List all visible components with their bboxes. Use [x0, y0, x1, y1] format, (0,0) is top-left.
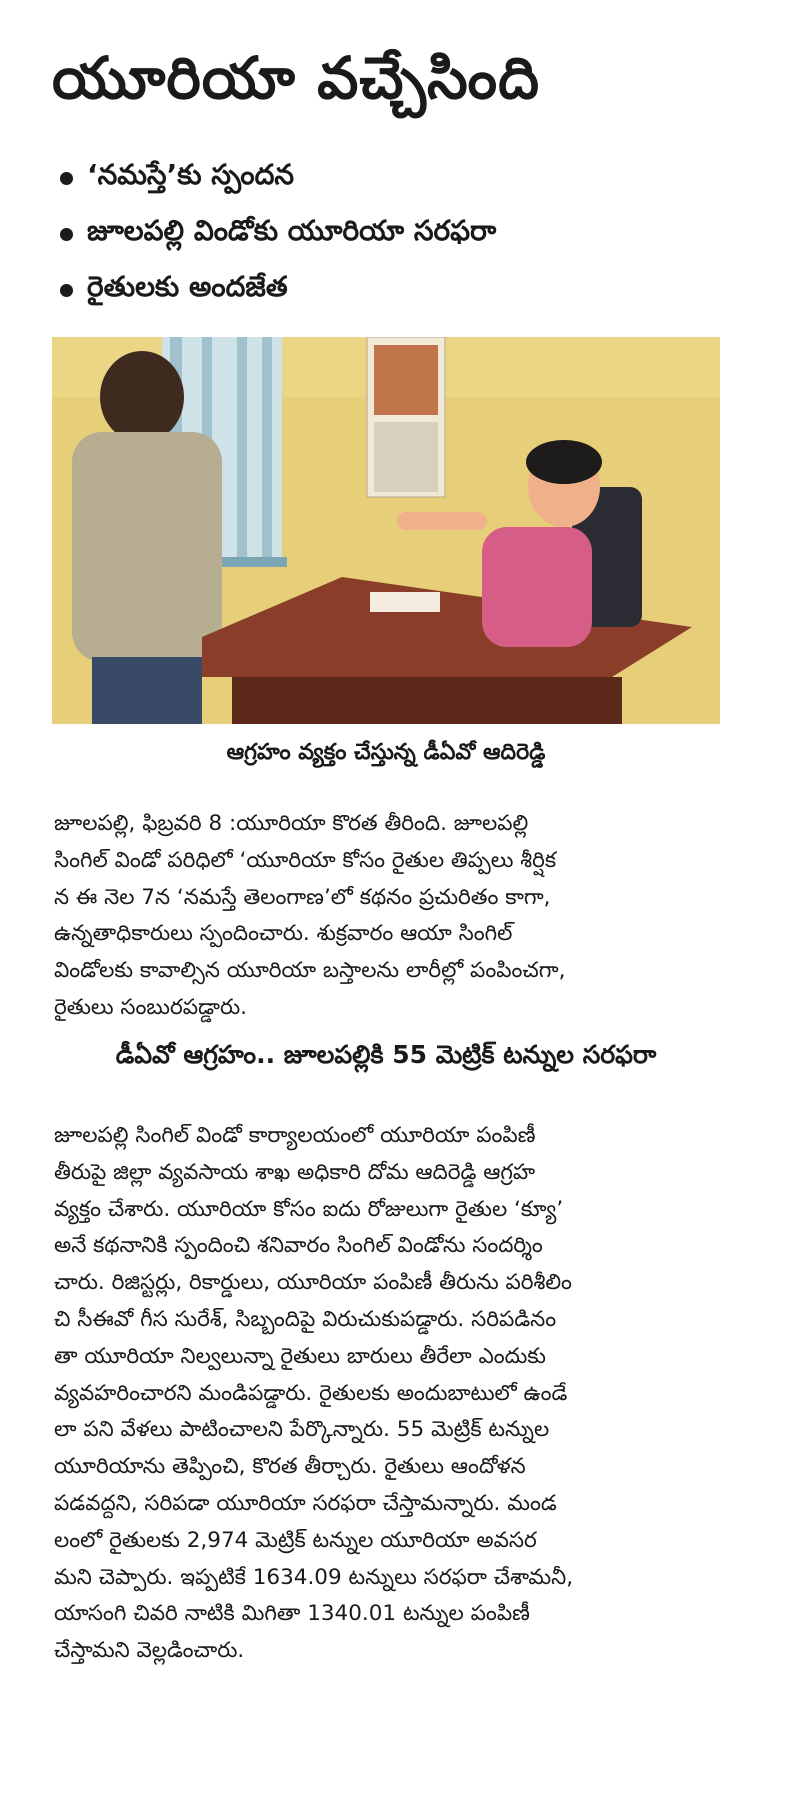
bullet-item	[60, 150, 720, 206]
bullet-item	[60, 206, 720, 262]
text-line: యూరియాను తెప్పించి, కొరత తీర్చారు. రైతులు ఆందోళన	[54, 1454, 526, 1480]
bullet-list	[60, 150, 720, 318]
text-line: సింగిల్ విండో పరిధిలో ‘యూరియా కోసం రైతుల తిప్పలు శీర్షిక	[54, 847, 557, 873]
bullet-text: జూలపల్లి విండోకు యూరియా సరఫరా	[87, 214, 497, 247]
article-paragraph-1	[54, 806, 718, 1027]
text-line: అనే కథనానికి స్పందించి శనివారం సింగిల్ విండోను సందర్శిం	[54, 1233, 543, 1259]
text-line: వ్యక్తం చేశారు. యూరియా కోసం ఐదు రోజులుగా రైతుల ‘క్యూ’	[54, 1196, 564, 1222]
bullet-item	[60, 262, 720, 318]
bullet-dot-icon	[60, 228, 73, 241]
bullet-text: రైతులకు అందజేత	[87, 270, 288, 303]
text-line: లా పని వేళలు పాటించాలని పేర్కొన్నారు. 55 మెట్రిక్ టన్నుల	[54, 1417, 550, 1443]
sub-headline: డీఏవో ఆగ్రహం.. జూలపల్లికి 55 మెట్రిక్ టన్నుల సరఫరా	[115, 1040, 657, 1069]
office-scene-illustration	[52, 337, 720, 724]
headline: యూరియా వచ్చేసింది	[52, 44, 541, 112]
article-paragraph-2	[54, 1118, 718, 1670]
text-line: విండోలకు కావాల్సిన యూరియా బస్తాలను లారీల్లో పంపించగా,	[54, 958, 566, 984]
news-photo	[52, 337, 720, 724]
text-line: పడవద్దని, సరిపడా యూరియా సరఫరా చేస్తామన్నారు. మండ	[54, 1490, 557, 1516]
text-line: ఉన్నతాధికారులు స్పందించారు. శుక్రవారం ఆయా సింగిల్	[54, 921, 513, 947]
text-line: తా యూరియా నిల్వలున్నా రైతులు బారులు తీరేలా ఎందుకు	[54, 1343, 546, 1369]
text-line: చి సీఈవో గీస సురేశ్, సిబ్బందిపై విరుచుకుపడ్డారు. సరిపడినం	[54, 1306, 557, 1332]
bullet-dot-icon	[60, 284, 73, 297]
text-line: లంలో రైతులకు 2,974 మెట్రిక్ టన్నుల యూరియా అవసర	[54, 1527, 537, 1553]
text-line: న ఈ నెల 7న ‘నమస్తే తెలంగాణ’లో కథనం ప్రచురితం కాగా,	[54, 884, 551, 910]
text-line: యాసంగి చివరి నాటికి మిగితా 1340.01 టన్నుల పంపిణీ	[54, 1601, 530, 1627]
text-line: జూలపల్లి, ఫిబ్రవరి 8 :యూరియా కొరత తీరింది. జూలపల్లి	[54, 811, 529, 836]
text-line: వ్యవహరించారని మండిపడ్డారు. రైతులకు అందుబాటులో ఉండే	[54, 1380, 568, 1406]
text-line: చేస్తామని వెల్లడించారు.	[54, 1638, 245, 1664]
bullet-text: ‘నమస్తే’కు స్పందన	[87, 158, 295, 191]
text-line: జూలపల్లి సింగిల్ విండో కార్యాలయంలో యూరియా పంపిణీ	[54, 1123, 536, 1148]
bullet-dot-icon	[60, 172, 73, 185]
text-line: చారు. రిజిస్టర్లు, రికార్డులు, యూరియా పంపిణీ తీరును పరిశీలిం	[54, 1270, 572, 1296]
text-line: మని చెప్పారు. ఇప్పటికే 1634.09 టన్నులు సరఫరా చేశామనీ,	[54, 1564, 574, 1590]
photo-caption: ఆగ్రహం వ్యక్తం చేస్తున్న డీఏవో ఆదిరెడ్డి	[226, 740, 546, 765]
text-line: తీరుపై జిల్లా వ్యవసాయ శాఖ అధికారి దోమ ఆదిరెడ్డి ఆగ్రహ	[54, 1159, 536, 1185]
text-line: రైతులు సంబురపడ్డారు.	[54, 994, 247, 1020]
